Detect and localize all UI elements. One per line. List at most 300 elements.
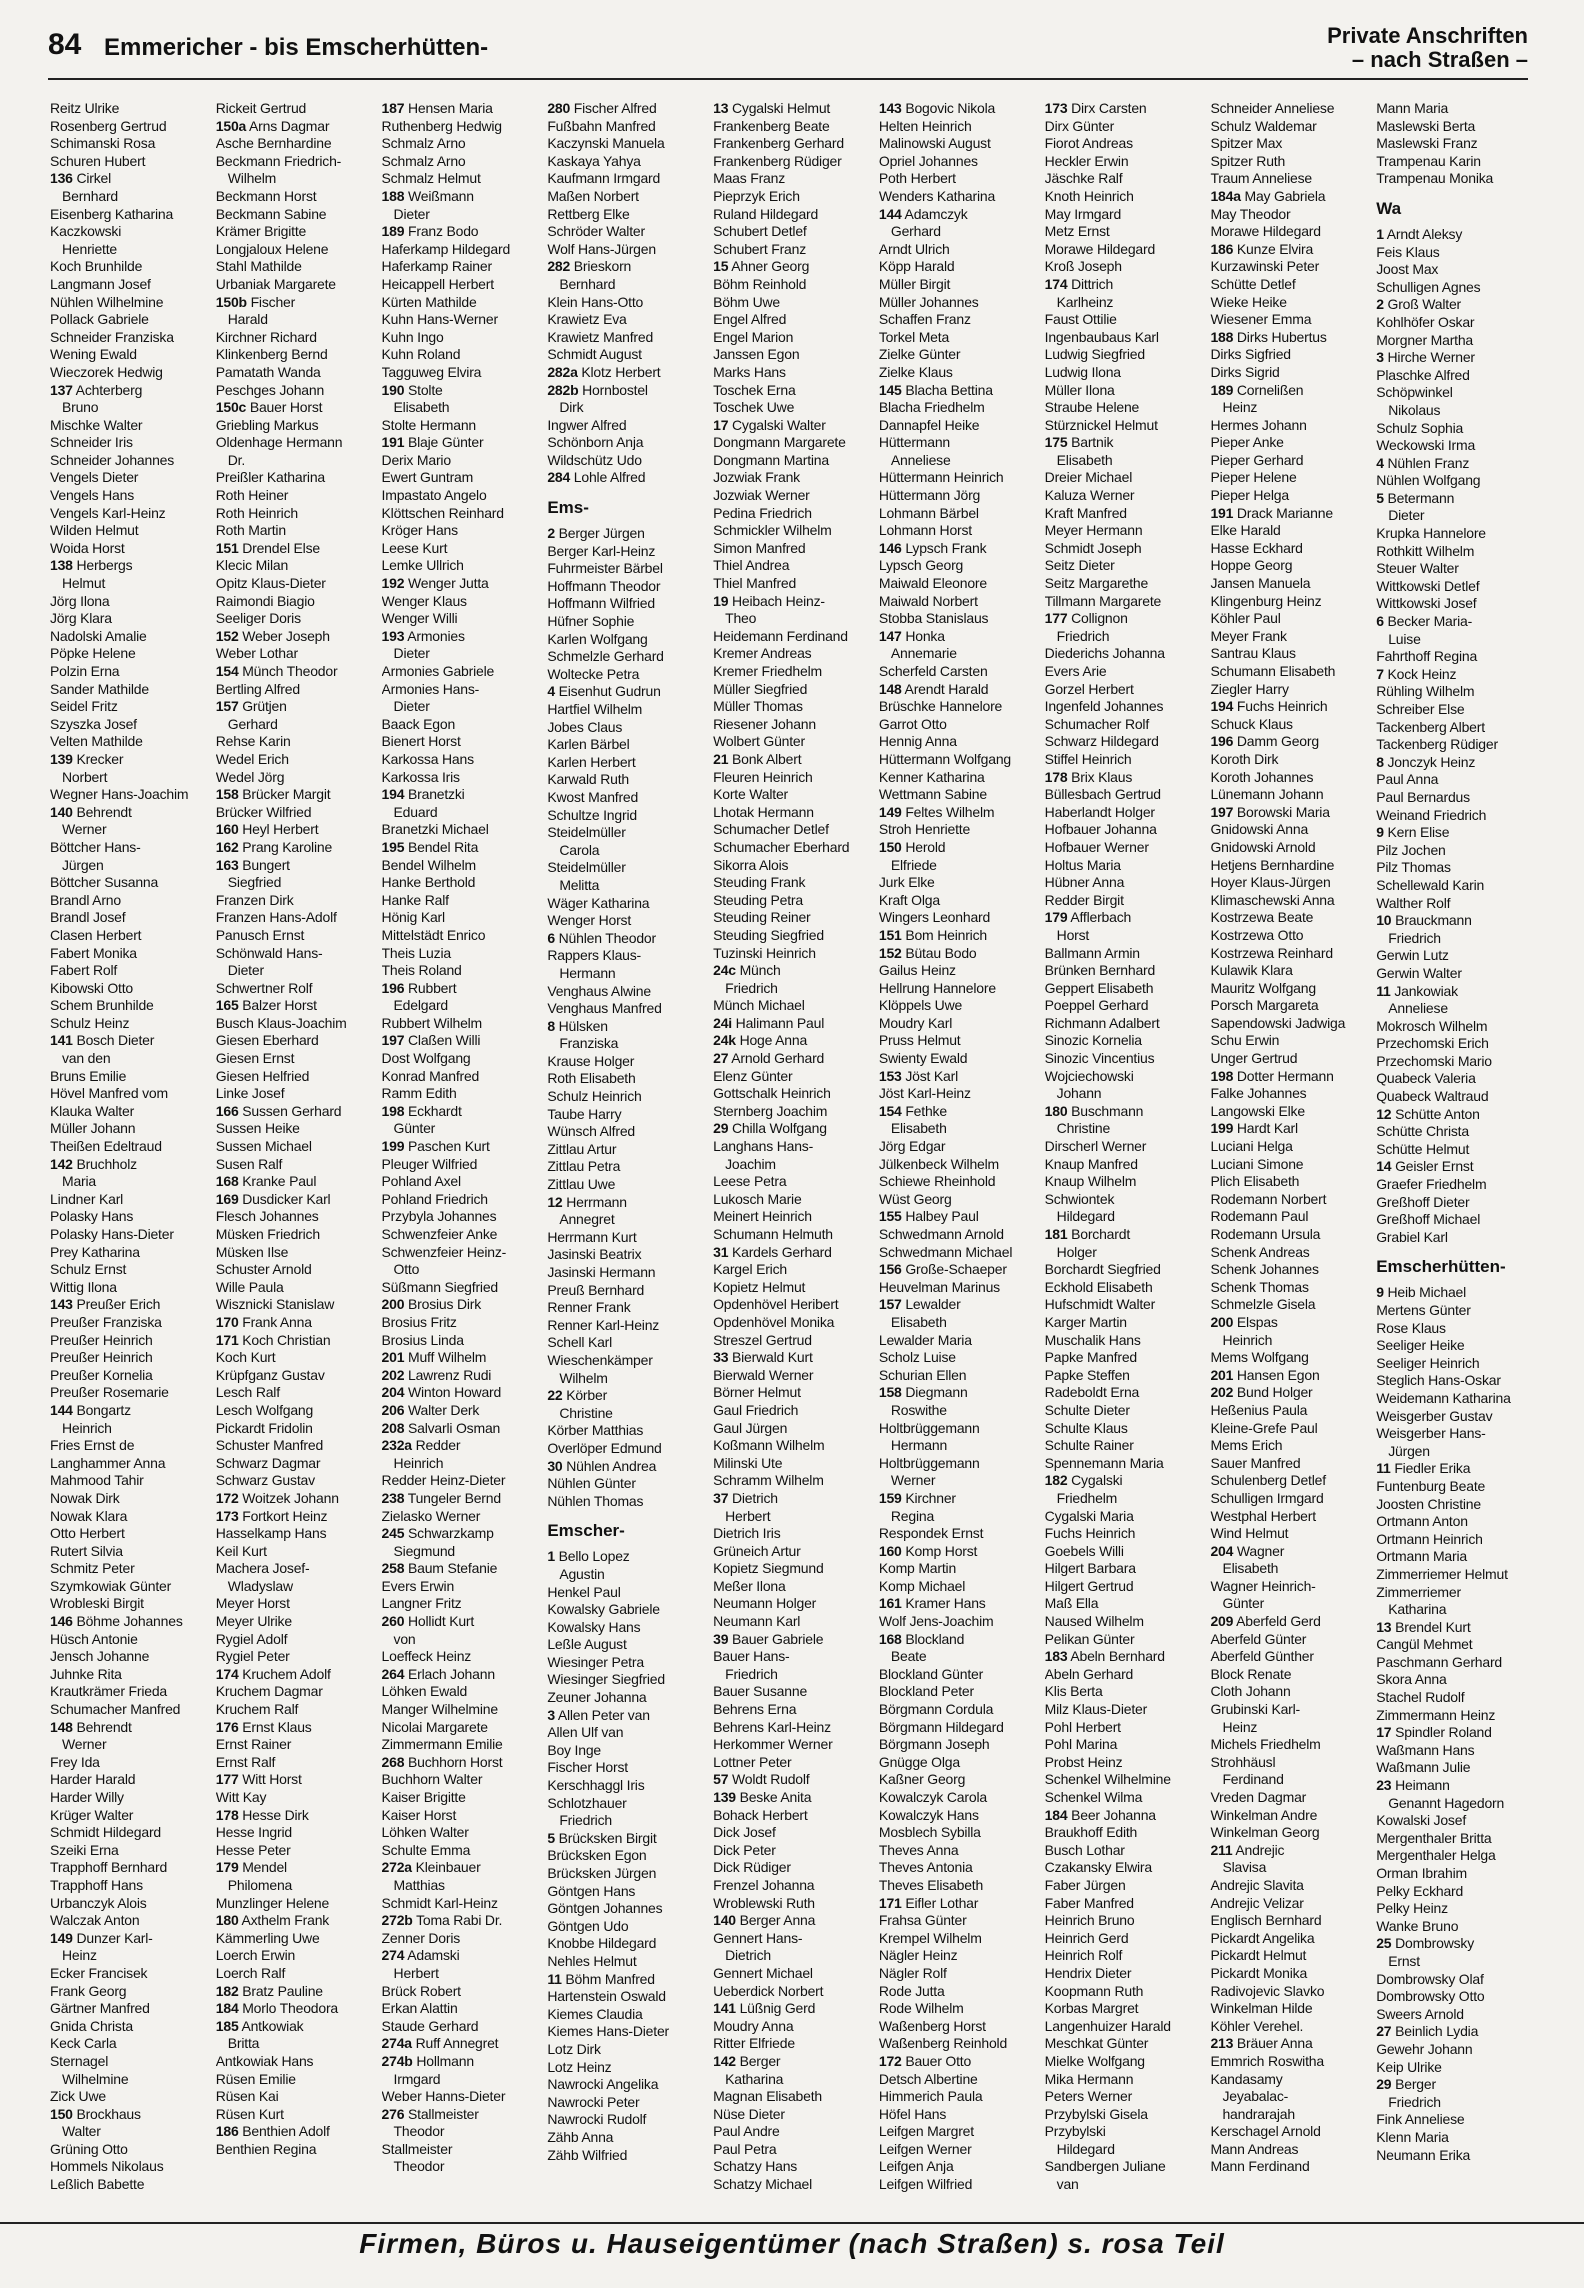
- directory-entry: Schumacher Detlef: [713, 821, 829, 838]
- directory-entry: Gaul Jürgen: [713, 1419, 788, 1436]
- directory-entry: Holtbrüggemann: [878, 1454, 980, 1471]
- directory-entry: Klis Berta: [1044, 1683, 1103, 1700]
- directory-entry: Morawe Hildegard: [1044, 240, 1156, 257]
- directory-entry: Bruno: [62, 399, 99, 416]
- directory-entry: 153 Jöst Karl: [878, 1067, 958, 1084]
- directory-entry: Elisabeth: [1222, 1560, 1279, 1577]
- directory-entry: 142 Berger: [713, 2052, 781, 2069]
- directory-entry: Mergenthaler Britta: [1376, 1829, 1492, 1846]
- directory-entry: Keip Ulrike: [1376, 2058, 1442, 2075]
- directory-entry: Schütte Detlef: [1210, 275, 1296, 292]
- directory-entry: 179 Mendel: [215, 1859, 287, 1876]
- directory-entry: Heinz: [62, 1947, 97, 1964]
- directory-entry: Scherfeld Carsten: [878, 663, 988, 679]
- directory-entry: Klinkenberg Bernd: [215, 346, 328, 363]
- directory-entry: 5 Betermann: [1376, 489, 1455, 506]
- directory-entry: Schiewe Rheinhold: [878, 1173, 996, 1190]
- directory-entry: Seidel Fritz: [50, 698, 118, 715]
- directory-entry: Schulenberg Detlef: [1210, 1472, 1326, 1489]
- directory-entry: Wladyslaw: [227, 1577, 293, 1594]
- directory-entry: Urbaniak Margarete: [215, 275, 336, 292]
- directory-entry: Philomena: [227, 1876, 293, 1893]
- directory-entry: Wedel Erich: [215, 750, 289, 767]
- directory-entry: 8 Jonczyk Heinz: [1376, 753, 1476, 770]
- directory-entry: Naused Wilhelm: [1044, 1613, 1144, 1630]
- directory-entry: Theo: [725, 610, 757, 627]
- directory-entry: Holger: [1056, 1243, 1097, 1260]
- directory-entry: Fuhrmeister Bärbel: [547, 560, 663, 577]
- directory-entry: Schneider Johannes: [50, 451, 175, 468]
- directory-entry: 27 Arnold Gerhard: [713, 1050, 825, 1067]
- directory-entry: Rode Wilhelm: [878, 2000, 964, 2017]
- directory-entry: Seeliger Doris: [215, 610, 301, 627]
- directory-entry: Pickardt Fridolin: [215, 1419, 313, 1436]
- directory-entry: Bierwald Werner: [713, 1366, 814, 1383]
- directory-entry: 150 Herold: [878, 838, 946, 855]
- directory-entry: Panusch Ernst: [215, 926, 305, 943]
- directory-entry: Jäschke Ralf: [1044, 170, 1123, 187]
- directory-entry: Plich Elisabeth: [1210, 1173, 1300, 1190]
- directory-entry: Schmalz Helmut: [381, 170, 481, 187]
- directory-entry: Paul Petra: [713, 2140, 777, 2157]
- directory-entry: Tackenberg Albert: [1376, 718, 1485, 735]
- directory-entry: 29 Chilla Wolfgang: [713, 1120, 827, 1137]
- directory-entry: Schulz Heinz: [50, 1014, 130, 1031]
- directory-entry: Nawrocki Peter: [547, 2093, 640, 2110]
- directory-entry: Lypsch Georg: [878, 557, 964, 574]
- directory-entry: 4 Nühlen Franz: [1376, 454, 1470, 471]
- directory-entry: Faber Jürgen: [1044, 1876, 1126, 1893]
- directory-entry: Seeliger Heinrich: [1376, 1354, 1480, 1371]
- directory-entry: 199 Hardt Karl: [1210, 1120, 1298, 1137]
- directory-entry: Grabiel Karl: [1376, 1228, 1448, 1245]
- directory-entry: 238 Tungeler Bernd: [381, 1489, 501, 1506]
- directory-entry: Meyer Hermann: [1044, 522, 1143, 539]
- directory-entry: Rettberg Elke: [547, 205, 630, 222]
- directory-entry: 150 Brockhaus: [50, 2105, 141, 2122]
- directory-entry: 27 Beinlich Lydia: [1376, 2023, 1479, 2040]
- directory-entry: Ingenfeld Johannes: [1044, 698, 1164, 715]
- directory-entry: Urbanczyk Alois: [50, 1894, 147, 1911]
- directory-entry: Schwiontek: [1044, 1190, 1115, 1207]
- directory-entry: von: [393, 1630, 416, 1647]
- directory-entry: Traum Anneliese: [1210, 170, 1312, 187]
- directory-entry: Hesse Ingrid: [215, 1824, 292, 1841]
- directory-entry: Schenk Johannes: [1210, 1261, 1319, 1278]
- directory-entry: Schenk Thomas: [1210, 1278, 1309, 1295]
- directory-entry: Maß Ella: [1044, 1595, 1099, 1612]
- directory-entry: Zähb Anna: [547, 2128, 614, 2145]
- directory-entry: Karlheinz: [1056, 293, 1114, 310]
- directory-entry: Thiel Andrea: [713, 557, 790, 574]
- directory-entry: Horst: [1056, 926, 1090, 943]
- directory-entry: 147 Honka: [878, 627, 945, 644]
- directory-entry: Werner: [890, 1472, 936, 1489]
- directory-entry: Schem Brunhilde: [50, 997, 154, 1014]
- directory-entry: Klöppels Uwe: [878, 997, 963, 1014]
- directory-entry: Keil Kurt: [215, 1542, 267, 1559]
- directory-entry: Kuhn Ingo: [381, 328, 444, 345]
- directory-column-1: [50, 100, 208, 2220]
- directory-entry: Meyer Ulrike: [215, 1613, 292, 1630]
- directory-entry: Langowski Elke: [1210, 1102, 1305, 1119]
- directory-entry: Hermes Johann: [1210, 416, 1307, 433]
- directory-entry: Fahrthoff Regina: [1376, 648, 1478, 665]
- directory-entry: 191 Blaje Günter: [381, 434, 484, 451]
- directory-entry: Gerwin Walter: [1376, 964, 1462, 981]
- directory-entry: 149 Feltes Wilhelm: [878, 803, 995, 820]
- directory-entry: Jobes Claus: [547, 718, 623, 735]
- directory-entry: Koch Brunhilde: [50, 258, 143, 275]
- page-header: [48, 24, 1528, 80]
- directory-entry: Neumann Holger: [713, 1595, 817, 1612]
- directory-entry: 189 Cornelißen: [1210, 381, 1304, 398]
- directory-entry: 232a Redder: [381, 1437, 461, 1454]
- directory-entry: Quabeck Valeria: [1376, 1070, 1476, 1087]
- directory-entry: 15 Ahner Georg: [713, 258, 810, 275]
- directory-entry: Werner: [62, 821, 107, 838]
- directory-entry: Karger Martin: [1044, 1313, 1127, 1330]
- directory-entry: Frank Georg: [50, 1982, 127, 1999]
- directory-entry: Machera Josef-: [215, 1560, 310, 1577]
- directory-entry: 198 Eckhardt: [381, 1102, 462, 1119]
- directory-entry: Moudry Karl: [878, 1014, 953, 1031]
- directory-entry: Kurzawinski Peter: [1210, 258, 1320, 275]
- directory-entry: Wenger Willi: [381, 610, 458, 627]
- directory-entry: Schuren Hubert: [50, 152, 146, 169]
- directory-entry: Brüschke Hannelore: [878, 698, 1003, 715]
- directory-entry: Leese Petra: [713, 1173, 787, 1190]
- directory-entry: 174 Kruchem Adolf: [215, 1665, 331, 1682]
- directory-entry: Pleuger Wilfried: [381, 1155, 478, 1172]
- directory-entry: Swienty Ewald: [878, 1050, 968, 1067]
- directory-entry: Fink Anneliese: [1376, 2111, 1465, 2128]
- directory-entry: 19 Heibach Heinz-: [713, 592, 825, 609]
- directory-entry: Ballmann Armin: [1044, 944, 1140, 961]
- directory-entry: Kaskaya Yahya: [547, 152, 641, 169]
- directory-entry: Manger Wilhelmine: [381, 1701, 498, 1718]
- directory-entry: Schönwald Hans-: [215, 944, 323, 961]
- directory-entry: Ziegler Harry: [1210, 680, 1289, 697]
- directory-entry: Luciani Helga: [1210, 1138, 1293, 1155]
- directory-entry: Stroh Henriette: [878, 821, 971, 838]
- directory-entry: Nühlen Wolfgang: [1376, 472, 1481, 489]
- directory-entry: Kaiser Horst: [381, 1806, 457, 1823]
- directory-entry: Komp Michael: [878, 1577, 966, 1594]
- directory-entry: Knoth Heinrich: [1044, 187, 1134, 204]
- directory-entry: Heinrich: [62, 1419, 112, 1436]
- directory-entry: Müller Johannes: [878, 293, 979, 310]
- directory-entry: Kirchner Richard: [215, 328, 317, 345]
- directory-entry: Wenders Katharina: [878, 187, 996, 204]
- directory-entry: Witt Kay: [215, 1789, 267, 1805]
- directory-entry: Schulligen Irmgard: [1210, 1489, 1324, 1506]
- directory-entry: Schwarz Dagmar: [215, 1454, 321, 1471]
- directory-entry: Leifgen Wilfried: [878, 2176, 973, 2193]
- directory-entry: Ruthenberg Hedwig: [381, 117, 502, 134]
- directory-entry: Dombrowsky Olaf: [1376, 1970, 1484, 1987]
- directory-entry: Kaufmann Irmgard: [547, 170, 661, 187]
- directory-entry: Körber Matthias: [547, 1422, 644, 1439]
- directory-entry: Flesch Johannes: [215, 1208, 319, 1225]
- directory-entry: Otto Herbert: [50, 1525, 125, 1542]
- directory-entry: Cygalski Maria: [1044, 1507, 1134, 1524]
- directory-entry: Roth Heinrich: [215, 504, 298, 521]
- directory-entry: Sander Mathilde: [50, 680, 149, 697]
- directory-entry: Theis Luzia: [381, 944, 451, 961]
- directory-entry: Kibowski Otto: [50, 979, 133, 996]
- directory-column-7: [1045, 100, 1203, 2220]
- directory-entry: 24i Halimann Paul: [713, 1014, 825, 1031]
- directory-entry: Allen Ulf van: [547, 1724, 624, 1741]
- directory-entry: Meßer Ilona: [713, 1577, 786, 1594]
- directory-entry: Kroß Joseph: [1044, 258, 1122, 275]
- directory-entry: Pilz Thomas: [1376, 859, 1451, 876]
- directory-entry: Schmitz Peter: [50, 1560, 135, 1577]
- directory-entry: Hofbauer Werner: [1044, 838, 1149, 855]
- directory-entry: 260 Hollidt Kurt: [381, 1613, 475, 1630]
- directory-entry: Fischer Horst: [547, 1759, 628, 1776]
- directory-entry: Szymkowiak Günter: [50, 1577, 172, 1594]
- directory-entry: Czakansky Elwira: [1044, 1859, 1152, 1876]
- directory-entry: Vengels Karl-Heinz: [50, 504, 166, 521]
- directory-entry: Kostrzewa Beate: [1210, 909, 1314, 926]
- directory-entry: Lindner Karl: [50, 1190, 124, 1207]
- directory-entry: Schumacher Rolf: [1044, 715, 1150, 732]
- directory-entry: Heinrich Gerd: [1044, 1929, 1129, 1946]
- directory-entry: Ingwer Alfred: [547, 416, 627, 433]
- directory-entry: Bruns Emilie: [50, 1067, 127, 1084]
- directory-entry: Bendel Wilhelm: [381, 856, 477, 873]
- directory-entry: 150b Fischer: [215, 293, 296, 310]
- directory-entry: 180 Buschmann: [1044, 1102, 1144, 1119]
- directory-entry: Longjaloux Helene: [215, 240, 329, 257]
- directory-entry: 143 Bogovic Nikola: [878, 100, 996, 116]
- directory-entry: Schenk Andreas: [1210, 1243, 1310, 1260]
- directory-entry: Cloth Johann: [1210, 1683, 1291, 1700]
- directory-entry: Graefer Friedhelm: [1376, 1176, 1487, 1193]
- directory-entry: Kohlhöfer Oskar: [1376, 313, 1475, 330]
- directory-entry: Böhm Uwe: [713, 293, 780, 310]
- directory-entry: Busch Klaus-Joachim: [215, 1014, 347, 1031]
- directory-entry: Hüfner Sophie: [547, 613, 635, 630]
- directory-entry: Kröger Hans: [381, 522, 458, 539]
- directory-entry: Kerschhaggl Iris: [547, 1777, 645, 1794]
- directory-entry: Faber Manfred: [1044, 1894, 1134, 1911]
- directory-entry: Kwost Manfred: [547, 788, 639, 805]
- directory-entry: Preußer Heinrich: [50, 1331, 153, 1348]
- directory-entry: Kruchem Dagmar: [215, 1683, 323, 1700]
- directory-entry: Weber Hanns-Dieter: [381, 2088, 506, 2105]
- directory-entry: 6 Becker Maria-: [1376, 613, 1473, 630]
- directory-entry: Leßle August: [547, 1636, 627, 1653]
- directory-entry: Kraft Manfred: [1044, 504, 1127, 521]
- directory-entry: 196 Damm Georg: [1210, 733, 1319, 750]
- directory-entry: Müsken Ilse: [215, 1243, 289, 1260]
- directory-entry: Schubert Detlef: [713, 223, 807, 240]
- directory-entry: 197 Borowski Maria: [1210, 803, 1330, 820]
- directory-entry: Weinand Friedrich: [1376, 806, 1487, 823]
- directory-entry: Börner Helmut: [713, 1384, 801, 1401]
- directory-column-5: [713, 100, 871, 2220]
- directory-entry: Spitzer Max: [1210, 135, 1283, 152]
- directory-entry: Vengels Hans: [50, 487, 134, 504]
- directory-entry: 148 Behrendt: [50, 1718, 132, 1735]
- directory-entry: Höfel Hans: [878, 2105, 947, 2122]
- directory-entry: Weisgerber Gustav: [1376, 1407, 1493, 1424]
- directory-entry: 9 Heib Michael: [1376, 1284, 1467, 1301]
- directory-entry: Schultze Ingrid: [547, 806, 637, 823]
- directory-entry: 138 Herbergs: [50, 557, 133, 574]
- directory-entry: 176 Ernst Klaus: [215, 1718, 312, 1735]
- directory-entry: Przechomski Mario: [1376, 1052, 1492, 1069]
- directory-entry: Lesch Ralf: [215, 1384, 280, 1401]
- directory-entry: 282a Klotz Herbert: [547, 363, 661, 380]
- directory-entry: Slavisa: [1222, 1859, 1267, 1876]
- directory-entry: Hanke Berthold: [381, 874, 476, 891]
- directory-entry: Pöpke Helene: [50, 645, 136, 662]
- directory-entry: Paul Anna: [1376, 771, 1439, 788]
- directory-entry: Zimmerriemer Helmut: [1376, 1565, 1508, 1582]
- directory-entry: Nehles Helmut: [547, 1952, 637, 1969]
- directory-entry: Beckmann Horst: [215, 187, 317, 204]
- directory-entry: Herrmann Kurt: [547, 1228, 637, 1245]
- directory-entry: Armonies Gabriele: [381, 663, 495, 679]
- directory-entry: Günter: [393, 1120, 436, 1137]
- directory-entry: Mann Maria: [1376, 100, 1449, 116]
- directory-entry: Jörg Klara: [50, 610, 112, 627]
- directory-entry: 7 Kock Heinz: [1376, 665, 1457, 682]
- directory-entry: Beate: [890, 1648, 927, 1665]
- directory-entry: Stallmeister: [381, 2140, 453, 2157]
- directory-entry: Preußer Kornelia: [50, 1366, 153, 1383]
- directory-entry: Wilhelm: [559, 1369, 608, 1386]
- directory-entry: Kopietz Helmut: [713, 1278, 806, 1295]
- directory-entry: Woltecke Petra: [547, 665, 640, 682]
- directory-entry: 284 Lohle Alfred: [547, 469, 646, 486]
- directory-entry: 171 Eifler Lothar: [878, 1894, 979, 1911]
- directory-entry: Schramm Wilhelm: [713, 1472, 824, 1489]
- directory-entry: 178 Hesse Dirk: [215, 1806, 309, 1823]
- directory-entry: Stobba Stanislaus: [878, 610, 989, 627]
- directory-entry: Kaiser Brigitte: [381, 1789, 466, 1805]
- directory-entry: 13 Brendel Kurt: [1376, 1618, 1471, 1635]
- directory-entry: Steidelmüller: [547, 824, 626, 841]
- directory-entry: 202 Bund Holger: [1210, 1384, 1313, 1401]
- directory-entry: Richmann Adalbert: [1044, 1014, 1160, 1031]
- directory-entry: 150c Bauer Horst: [215, 399, 323, 416]
- directory-entry: Brosius Linda: [381, 1331, 464, 1348]
- directory-entry: Trapphoff Hans: [50, 1876, 143, 1893]
- directory-entry: Asche Bernhardine: [215, 135, 332, 152]
- directory-entry: Blockland Günter: [878, 1665, 984, 1682]
- directory-entry: Schumann Elisabeth: [1210, 663, 1336, 679]
- directory-entry: Hermann: [890, 1437, 948, 1454]
- directory-entry: Klimaschewski Anna: [1210, 891, 1335, 908]
- directory-entry: Opdenhövel Monika: [713, 1313, 835, 1330]
- directory-entry: Gewehr Johann: [1376, 2040, 1473, 2057]
- directory-entry: Opdenhövel Heribert: [713, 1296, 839, 1313]
- directory-entry: Schwarz Gustav: [215, 1472, 315, 1489]
- directory-entry: Meyer Horst: [215, 1595, 290, 1612]
- directory-entry: Elisabeth: [393, 399, 450, 416]
- directory-entry: Wingers Leonhard: [878, 909, 991, 926]
- directory-entry: Mielke Wolfgang: [1044, 2052, 1145, 2069]
- directory-entry: Winkelman Hilde: [1210, 2000, 1313, 2017]
- directory-entry: Heinrich Rolf: [1044, 1947, 1123, 1964]
- directory-entry: 274b Hollmann: [381, 2052, 474, 2069]
- directory-entry: 1 Arndt Aleksy: [1376, 225, 1463, 242]
- directory-entry: Jensch Johanne: [50, 1648, 150, 1665]
- directory-entry: Busch Lothar: [1044, 1841, 1125, 1858]
- directory-entry: 196 Rubbert: [381, 979, 457, 996]
- directory-entry: Lukosch Marie: [713, 1190, 802, 1207]
- directory-entry: Heinrich: [393, 1454, 444, 1471]
- directory-entry: Theodor: [393, 2123, 445, 2140]
- directory-entry: Schenkel Wilma: [1044, 1789, 1143, 1805]
- directory-entry: 155 Halbey Paul: [878, 1208, 979, 1225]
- directory-entry: Neumann Karl: [713, 1613, 801, 1630]
- directory-entry: Kulawik Klara: [1210, 962, 1293, 979]
- directory-entry: Steuding Frank: [713, 874, 806, 891]
- directory-entry: 175 Bartnik: [1044, 434, 1114, 451]
- directory-entry: Clasen Herbert: [50, 926, 142, 943]
- directory-entry: Dombrowsky Otto: [1376, 1988, 1485, 2005]
- directory-entry: Knobbe Hildegard: [547, 1935, 657, 1952]
- directory-entry: Vengels Dieter: [50, 469, 139, 486]
- directory-entry: Hilgert Barbara: [1044, 1560, 1136, 1577]
- directory-entry: Dirk: [559, 399, 584, 416]
- directory-entry: Köhler Paul: [1210, 610, 1281, 627]
- directory-entry: Metz Ernst: [1044, 223, 1110, 240]
- directory-entry: Schulz Ernst: [50, 1261, 127, 1278]
- directory-entry: Ernst Rainer: [215, 1736, 292, 1753]
- directory-entry: Bernhard: [559, 275, 616, 292]
- directory-entry: Heinrich: [1222, 1331, 1273, 1348]
- directory-entry: 264 Erlach Johann: [381, 1665, 495, 1682]
- directory-entry: Friedhelm: [1056, 1489, 1118, 1506]
- directory-entry: Jörg Ilona: [50, 592, 110, 609]
- directory-entry: Blacha Friedhelm: [878, 399, 985, 416]
- directory-entry: Gnida Christa: [50, 2017, 133, 2034]
- directory-entry: Hoffmann Theodor: [547, 577, 661, 594]
- directory-entry: Wrobleski Birgit: [50, 1595, 144, 1612]
- directory-entry: 156 Große-Schaeper: [878, 1261, 1007, 1278]
- directory-entry: Jurk Elke: [878, 874, 935, 891]
- directory-entry: 24k Hoge Anna: [713, 1032, 808, 1049]
- directory-entry: Hesse Peter: [215, 1841, 291, 1858]
- directory-entry: Schumacher Manfred: [50, 1701, 181, 1718]
- directory-entry: 140 Berger Anna: [713, 1912, 816, 1929]
- directory-entry: 152 Bütau Bodo: [878, 944, 977, 961]
- directory-entry: Zittlau Petra: [547, 1158, 621, 1175]
- directory-entry: 208 Salvarli Osman: [381, 1419, 501, 1436]
- directory-entry: Plaschke Alfred: [1376, 366, 1470, 383]
- directory-entry: Nawrocki Angelika: [547, 2076, 659, 2093]
- directory-entry: Dongmann Margarete: [713, 434, 846, 451]
- directory-entry: Karwald Ruth: [547, 771, 629, 788]
- directory-entry: Maslewski Franz: [1376, 135, 1478, 152]
- directory-entry: Friedrich: [725, 979, 778, 996]
- directory-entry: Lohmann Horst: [878, 522, 972, 539]
- directory-entry: Zenner Doris: [381, 1929, 461, 1946]
- directory-entry: Dirks Sigfried: [1210, 346, 1291, 363]
- directory-entry: Staude Gerhard: [381, 2017, 479, 2034]
- directory-entry: Münch Michael: [713, 997, 805, 1014]
- directory-entry: Muschalik Hans: [1044, 1331, 1141, 1348]
- directory-entry: 154 Fethke: [878, 1102, 947, 1119]
- directory-entry: Gärtner Manfred: [50, 2000, 150, 2017]
